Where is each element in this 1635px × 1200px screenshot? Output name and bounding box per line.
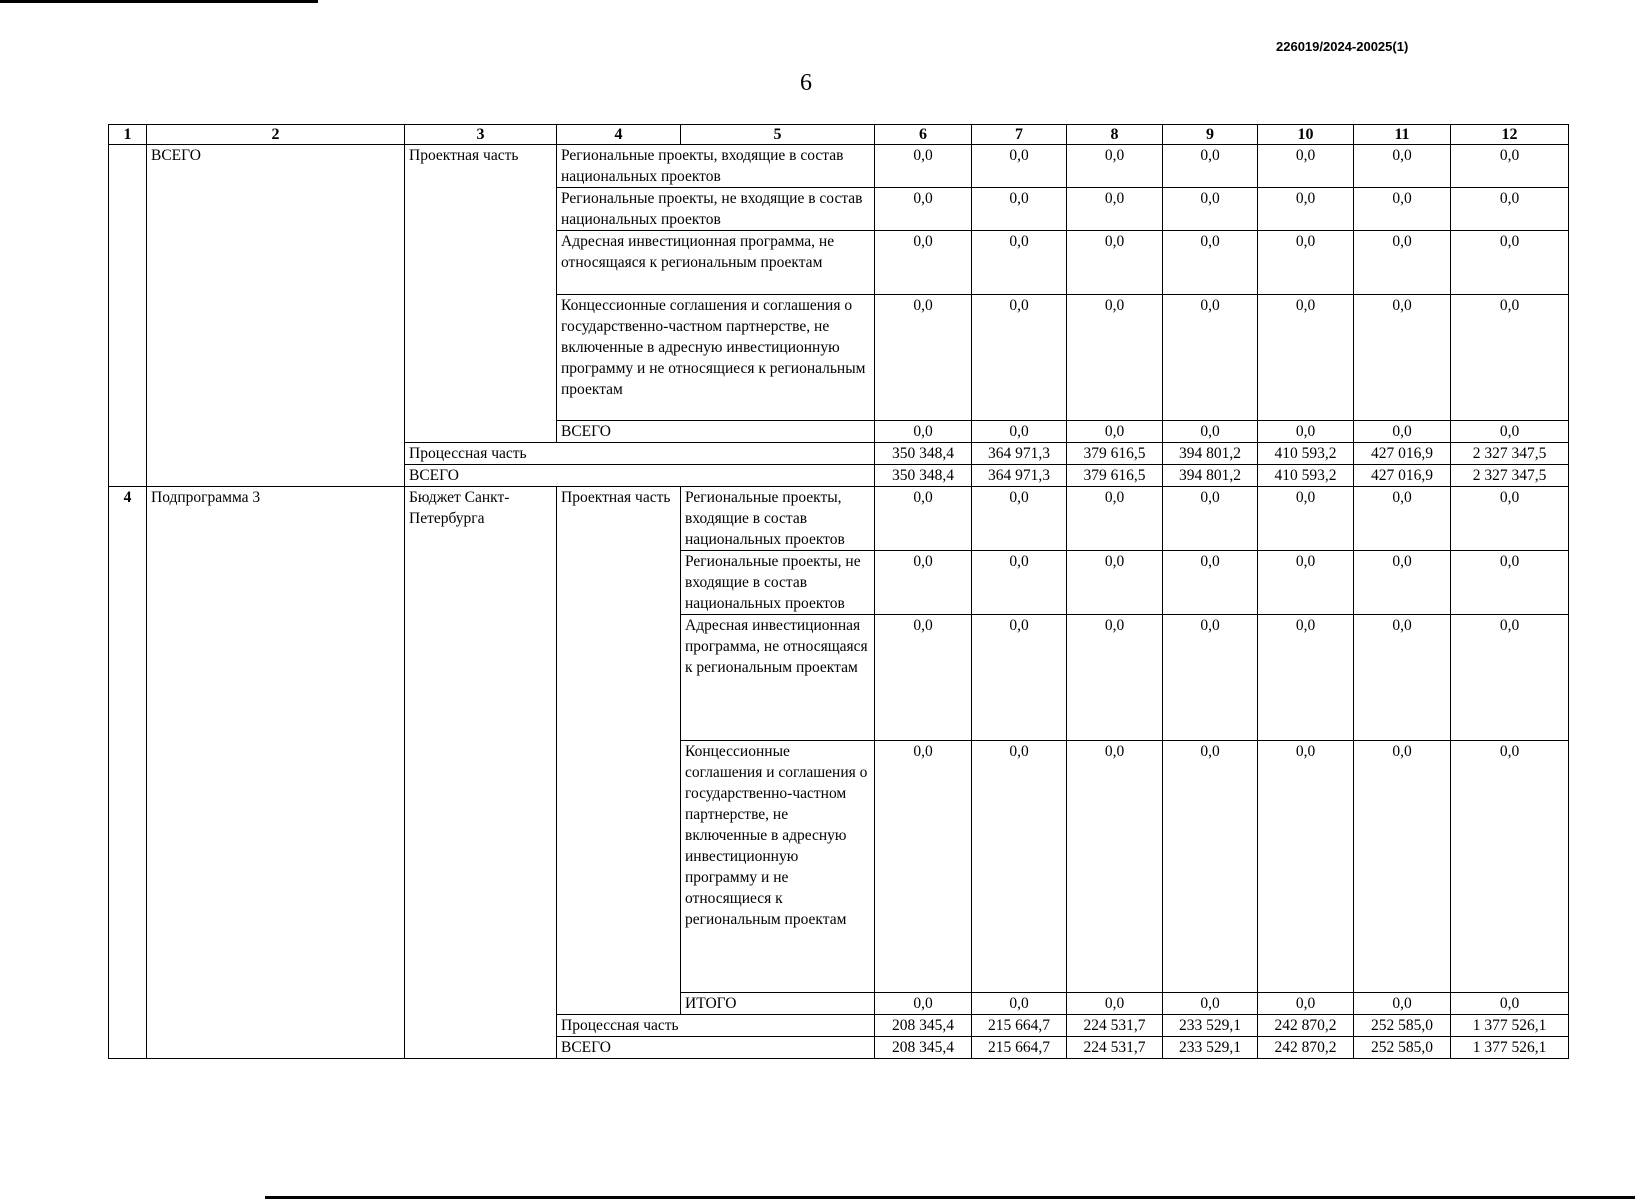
value-cell: 0,0 [1451,295,1569,421]
page-number: 6 [800,70,812,96]
value-cell: 0,0 [1067,231,1163,295]
value-cell: 0,0 [1163,487,1258,551]
value-cell: 0,0 [875,145,972,188]
value-cell: 224 531,7 [1067,1015,1163,1037]
value-cell: 242 870,2 [1258,1015,1354,1037]
value-cell: 0,0 [1258,295,1354,421]
process-label: Процессная часть [405,443,875,465]
category-label: Адресная инвестиционная программа, не относящаяся к региональным проектам [681,615,875,741]
value-cell: 252 585,0 [1354,1037,1451,1059]
value-cell: 2 327 347,5 [1451,443,1569,465]
column-number: 3 [405,125,557,145]
bottom-scan-line [265,1196,1635,1199]
program-name-cell: Подпрограмма 3 [147,487,405,1059]
process-label: Процессная часть [557,1015,875,1037]
value-cell: 224 531,7 [1067,1037,1163,1059]
total-label: ВСЕГО [557,1037,875,1059]
value-cell: 0,0 [1067,188,1163,231]
value-cell: 0,0 [1163,615,1258,741]
value-cell: 0,0 [1163,145,1258,188]
value-cell: 0,0 [1067,421,1163,443]
value-cell: 233 529,1 [1163,1037,1258,1059]
value-cell: 0,0 [1451,615,1569,741]
column-number: 10 [1258,125,1354,145]
value-cell: 0,0 [875,231,972,295]
value-cell: 0,0 [972,615,1067,741]
value-cell: 394 801,2 [1163,465,1258,487]
value-cell: 0,0 [1258,487,1354,551]
value-cell: 0,0 [972,421,1067,443]
column-number: 7 [972,125,1067,145]
value-cell: 1 377 526,1 [1451,1037,1569,1059]
value-cell: 0,0 [972,145,1067,188]
value-cell: 208 345,4 [875,1015,972,1037]
value-cell: 0,0 [1258,231,1354,295]
value-cell: 0,0 [1163,295,1258,421]
value-cell: 0,0 [972,231,1067,295]
value-cell: 0,0 [1163,188,1258,231]
category-label: Адресная инвестиционная программа, не относящаяся к региональным проектам [557,231,875,295]
value-cell: 0,0 [1451,551,1569,615]
value-cell: 0,0 [1163,231,1258,295]
value-cell: 0,0 [972,188,1067,231]
value-cell: 0,0 [1354,741,1451,993]
table-row [109,487,1569,551]
value-cell: 0,0 [875,993,972,1015]
value-cell: 2 327 347,5 [1451,465,1569,487]
value-cell: 0,0 [1163,551,1258,615]
category-label: Региональные проекты, входящие в состав национальных проектов [681,487,875,551]
value-cell: 208 345,4 [875,1037,972,1059]
value-cell: 0,0 [972,295,1067,421]
column-number: 11 [1354,125,1451,145]
value-cell: 0,0 [1258,741,1354,993]
column-number: 6 [875,125,972,145]
category-label: ИТОГО [681,993,875,1015]
category-label: ВСЕГО [557,421,875,443]
value-cell: 0,0 [1163,993,1258,1015]
value-cell: 0,0 [1258,551,1354,615]
value-cell: 0,0 [1067,295,1163,421]
value-cell: 233 529,1 [1163,1015,1258,1037]
value-cell: 0,0 [875,421,972,443]
category-label: Концессионные соглашения и соглашения о государственно-частном партнерстве, не включенные в адресную инвестиционную программу и не относящиеся к региональным проектам [681,741,875,993]
value-cell: 0,0 [1354,551,1451,615]
value-cell: 0,0 [972,487,1067,551]
value-cell: 0,0 [1067,551,1163,615]
value-cell: 0,0 [875,188,972,231]
value-cell: 0,0 [875,615,972,741]
value-cell: 1 377 526,1 [1451,1015,1569,1037]
value-cell: 427 016,9 [1354,443,1451,465]
value-cell: 242 870,2 [1258,1037,1354,1059]
value-cell: 350 348,4 [875,443,972,465]
column-number: 2 [147,125,405,145]
table-row [109,145,1569,188]
source-cell: Проектная часть [405,145,557,443]
top-scan-line [0,0,318,3]
value-cell: 379 616,5 [1067,465,1163,487]
value-cell: 0,0 [1354,993,1451,1015]
value-cell: 0,0 [1354,615,1451,741]
column-number: 8 [1067,125,1163,145]
category-label: Региональные проекты, не входящие в состав национальных проектов [681,551,875,615]
value-cell: 0,0 [875,551,972,615]
value-cell: 215 664,7 [972,1015,1067,1037]
value-cell: 0,0 [1451,231,1569,295]
value-cell: 0,0 [1354,421,1451,443]
value-cell: 0,0 [972,741,1067,993]
value-cell: 0,0 [1067,145,1163,188]
value-cell: 0,0 [1163,421,1258,443]
value-cell: 0,0 [1451,993,1569,1015]
value-cell: 0,0 [1354,145,1451,188]
value-cell: 0,0 [1451,145,1569,188]
column-number: 9 [1163,125,1258,145]
value-cell: 0,0 [972,551,1067,615]
value-cell: 0,0 [1354,295,1451,421]
row-number-cell: 4 [109,487,147,1059]
value-cell: 0,0 [1354,487,1451,551]
value-cell: 0,0 [875,741,972,993]
column-number: 5 [681,125,875,145]
value-cell: 0,0 [1163,741,1258,993]
program-name-cell: ВСЕГО [147,145,405,487]
category-label: Концессионные соглашения и соглашения о государственно-частном партнерстве, не включенные в адресную инвестиционную программу и не относящиеся к региональным проектам [557,295,875,421]
column-number: 1 [109,125,147,145]
value-cell: 0,0 [1067,615,1163,741]
value-cell: 0,0 [1258,421,1354,443]
value-cell: 0,0 [1258,188,1354,231]
source-cell: Бюджет Санкт-Петербурга [405,487,557,1059]
column-number-row [109,125,1569,145]
column-number: 4 [557,125,681,145]
value-cell: 215 664,7 [972,1037,1067,1059]
value-cell: 364 971,3 [972,443,1067,465]
value-cell: 0,0 [1258,145,1354,188]
value-cell: 0,0 [1451,487,1569,551]
value-cell: 0,0 [875,295,972,421]
category-label: Региональные проекты, входящие в состав национальных проектов [557,145,875,188]
value-cell: 0,0 [1354,188,1451,231]
part-cell: Проектная часть [557,487,681,1015]
value-cell: 0,0 [1354,231,1451,295]
document-number: 226019/2024-20025(1) [1276,39,1409,54]
value-cell: 0,0 [1067,741,1163,993]
value-cell: 0,0 [1067,487,1163,551]
value-cell: 252 585,0 [1354,1015,1451,1037]
value-cell: 0,0 [1451,421,1569,443]
value-cell: 410 593,2 [1258,465,1354,487]
value-cell: 0,0 [1451,741,1569,993]
column-number: 12 [1451,125,1569,145]
total-label: ВСЕГО [405,465,875,487]
value-cell: 0,0 [1451,188,1569,231]
value-cell: 0,0 [972,993,1067,1015]
value-cell: 394 801,2 [1163,443,1258,465]
value-cell: 427 016,9 [1354,465,1451,487]
value-cell: 410 593,2 [1258,443,1354,465]
category-label: Региональные проекты, не входящие в состав национальных проектов [557,188,875,231]
value-cell: 379 616,5 [1067,443,1163,465]
value-cell: 0,0 [1067,993,1163,1015]
value-cell: 364 971,3 [972,465,1067,487]
value-cell: 0,0 [875,487,972,551]
row-number-cell [109,145,147,487]
financing-table [108,124,1569,1059]
value-cell: 0,0 [1258,993,1354,1015]
value-cell: 350 348,4 [875,465,972,487]
value-cell: 0,0 [1258,615,1354,741]
